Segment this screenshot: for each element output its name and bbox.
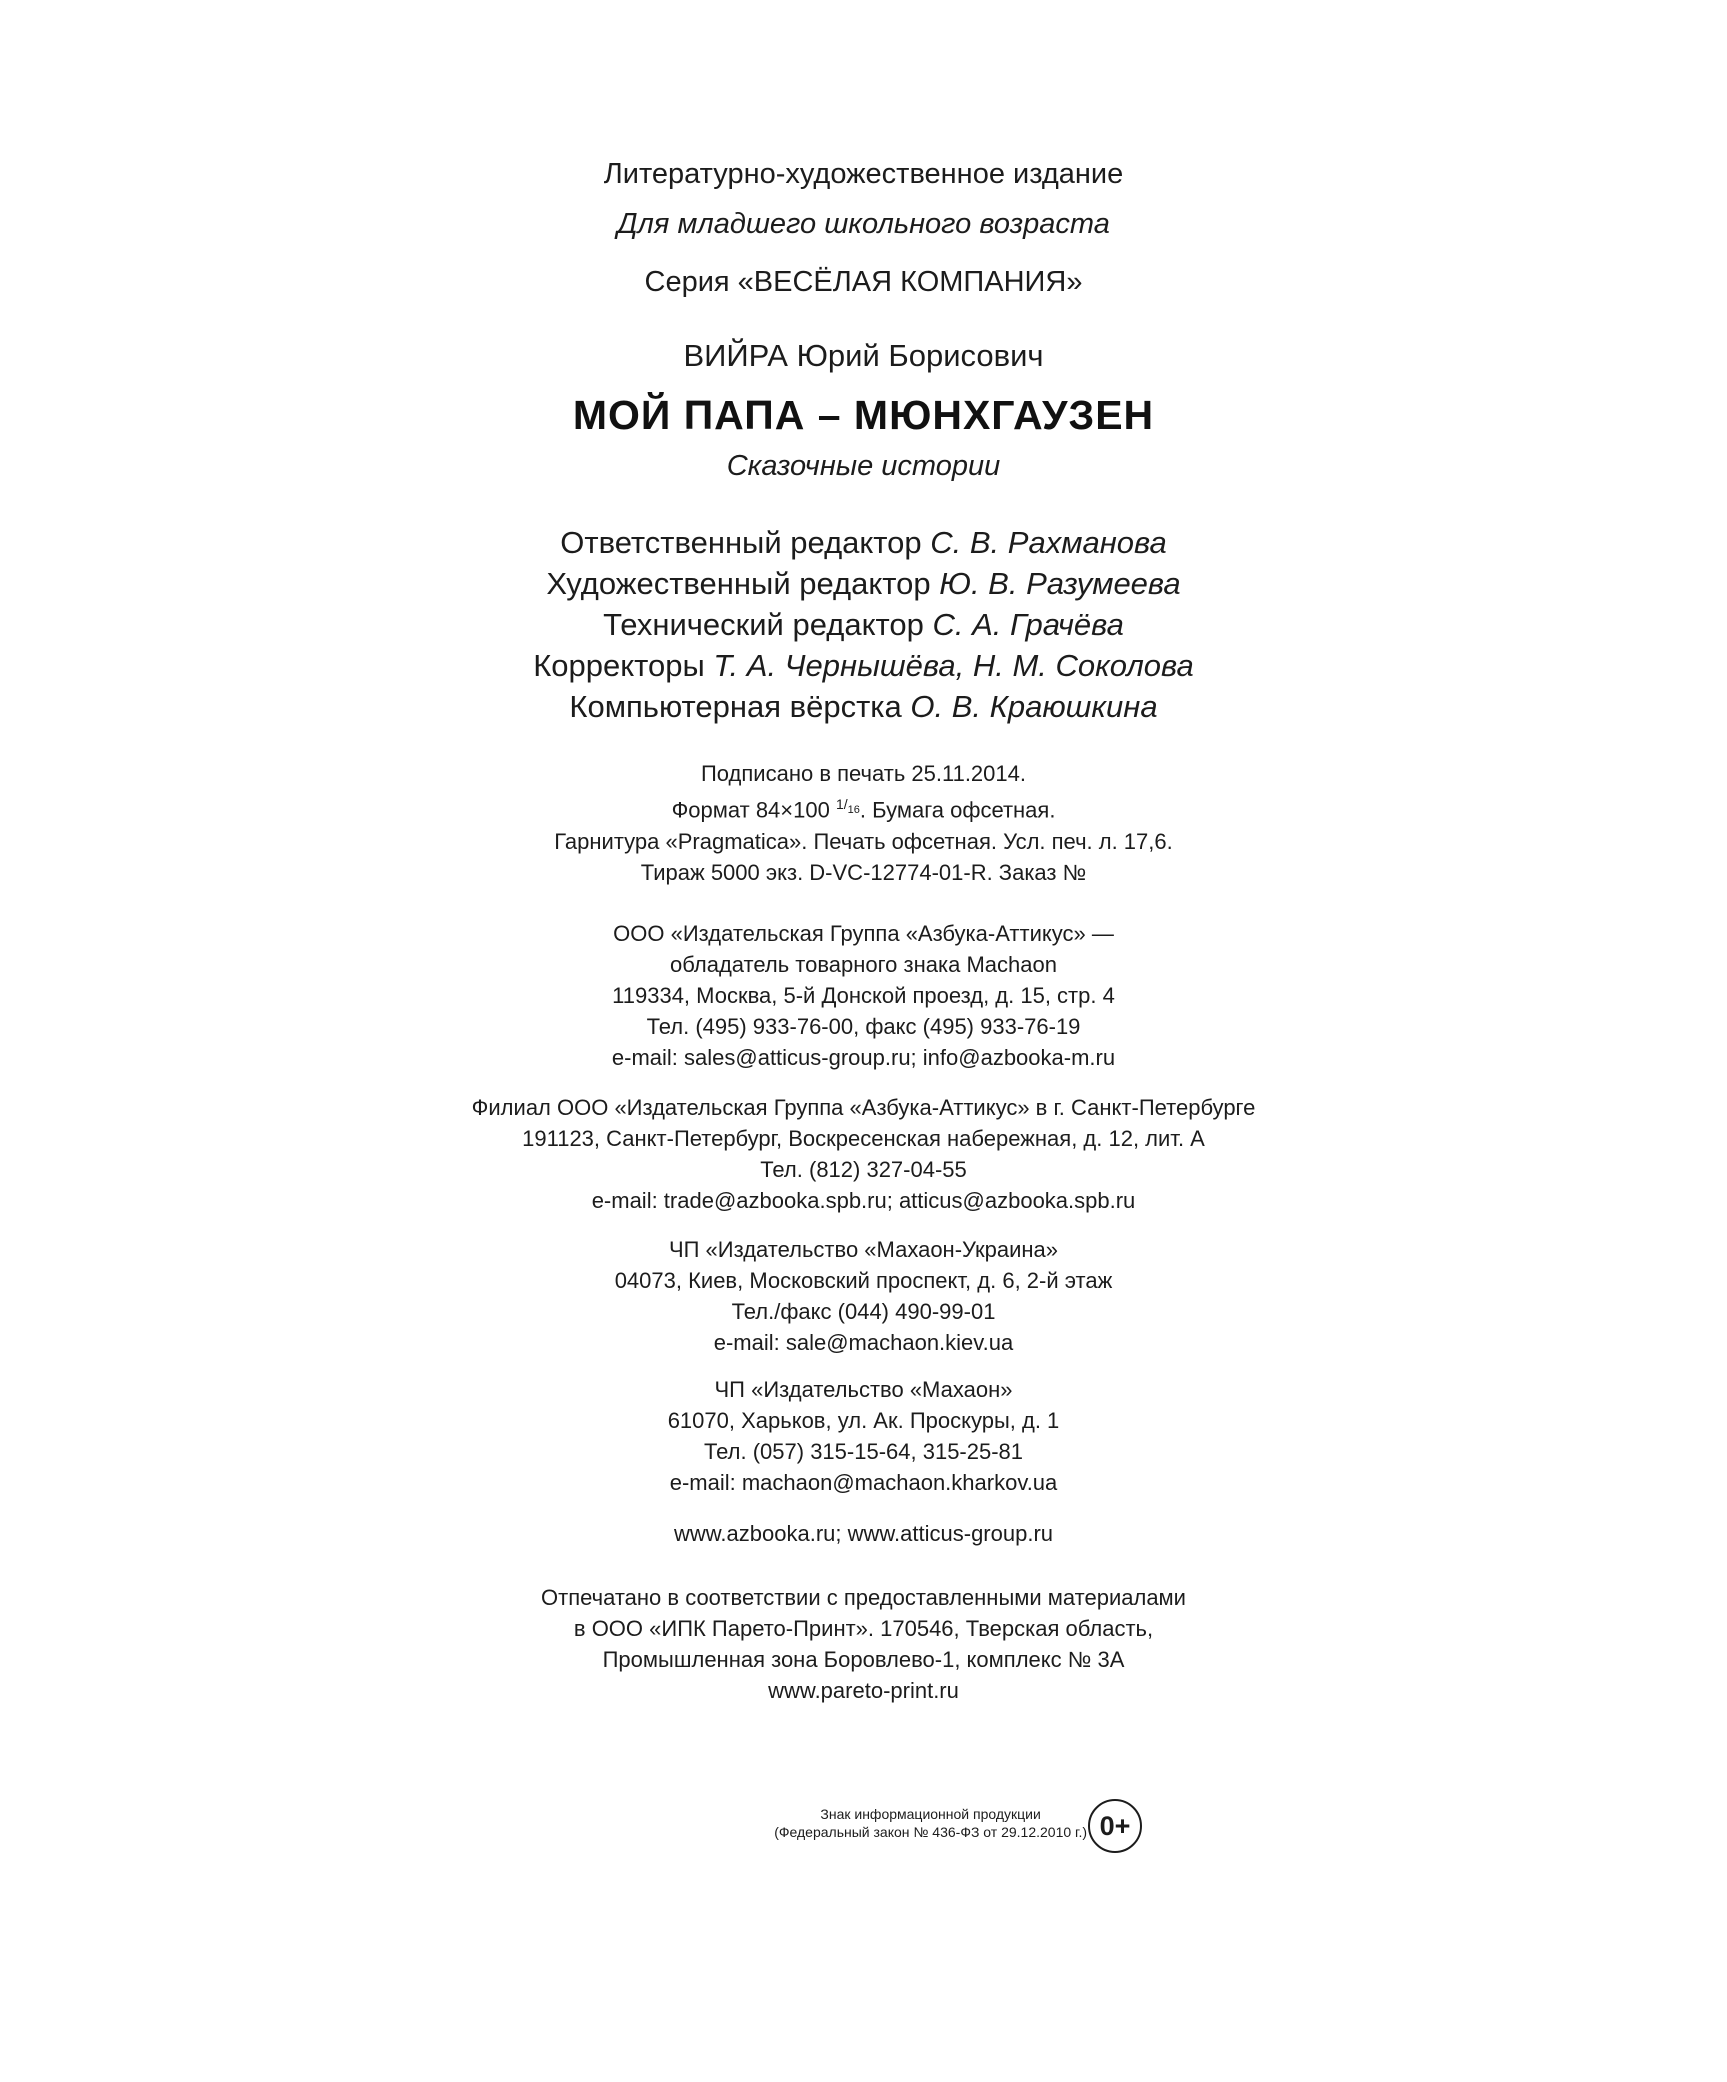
printer-line: Отпечатано в соответствии с предоставленными материалами [541,1585,1186,1610]
spb-line: 191123, Санкт-Петербург, Воскресенская набережная, д. 12, лит. А [522,1126,1205,1151]
printer-website: www.pareto-print.ru [768,1678,959,1703]
printer-line: Промышленная зона Боровлево-1, комплекс № 3А [602,1647,1125,1672]
publisher-line: Тел. (495) 933-76-00, факс (495) 933-76-19 [646,1014,1081,1039]
info-product-mark [0,1795,1727,1865]
publisher-email: e-mail: sales@atticus-group.ru; info@azbooka-m.ru [611,1045,1116,1070]
credit-line: Корректоры Т. А. Чернышёва, Н. М. Соколова [533,648,1194,683]
publisher-line: 119334, Москва, 5-й Донской проезд, д. 15, стр. 4 [612,983,1115,1008]
format-line: Формат 84×100 $^{1/_{16}}$. Бумага офсетная. [671,796,1056,823]
kharkov-email: e-mail: machaon@machaon.kharkov.ua [669,1470,1058,1495]
series-line: Серия «ВЕСЁЛАЯ КОМПАНИЯ» [644,266,1083,298]
spb-email: e-mail: trade@azbooka.spb.ru; atticus@azbooka.spb.ru [591,1188,1136,1213]
credits-block [0,522,1727,727]
kharkov-line: 61070, Харьков, ул. Ак. Проскуры, д. 1 [667,1408,1060,1433]
publisher-block [0,918,1727,1073]
spb-branch-block [0,1092,1727,1216]
credit-line: Компьютерная вёрстка О. В. Краюшкина [569,689,1158,724]
publisher-line: обладатель товарного знака Machaon [670,952,1057,977]
book-subtitle: Сказочные истории [726,450,1001,482]
printer-block [0,1582,1727,1706]
format-fraction: 1/16 [835,796,860,816]
spb-line: Тел. (812) 327-04-55 [760,1157,967,1182]
kharkov-line: ЧП «Издательство «Махаон» [714,1377,1013,1402]
spb-line: Филиал ООО «Издательская Группа «Азбука-Аттикус» в г. Санкт-Петербурге [471,1095,1256,1120]
ukraine-block [0,1234,1727,1358]
book-title: МОЙ ПАПА – МЮНХГАУЗЕН [572,392,1155,438]
ukraine-line: 04073, Киев, Московский проспект, д. 6, 2-й этаж [614,1268,1113,1293]
credit-line: Художественный редактор Ю. В. Разумеева [546,566,1181,601]
author-name: ВИЙРА Юрий Борисович [683,338,1044,373]
ukraine-line: ЧП «Издательство «Махаон-Украина» [668,1237,1059,1262]
credit-line: Технический редактор С. А. Грачёва [603,607,1124,642]
age-group-line: Для младшего школьного возраста [617,208,1110,240]
websites-line: www.azbooka.ru; www.atticus-group.ru [673,1521,1054,1546]
credit-line: Ответственный редактор С. В. Рахманова [560,525,1167,560]
ukraine-line: Тел./факс (044) 490-99-01 [731,1299,996,1324]
print-info-block [0,758,1727,888]
publisher-line: ООО «Издательская Группа «Азбука-Аттикус» — [613,921,1114,946]
info-mark-text: Знак информационной продукции (Федеральный закон № 436-ФЗ от 29.12.2010 г.) [774,1806,1087,1840]
signed-line: Подписано в печать 25.11.2014. [700,761,1026,786]
print-run-line: Тираж 5000 экз. D-VC-12774-01-R. Заказ № [640,859,1087,885]
genre-line: Литературно-художественное издание [603,158,1124,190]
age-rating-badge: 0+ [1088,1799,1142,1853]
printer-line: в ООО «ИПК Парето-Принт». 170546, Тверская область, [573,1616,1154,1641]
typeface-line: Гарнитура «Pragmatica». Печать офсетная. Усл. печ. л. 17,6. [554,828,1173,854]
ukraine-email: e-mail: sale@machaon.kiev.ua [713,1330,1014,1355]
kharkov-line: Тел. (057) 315-15-64, 315-25-81 [703,1439,1024,1464]
kharkov-block [0,1374,1727,1498]
